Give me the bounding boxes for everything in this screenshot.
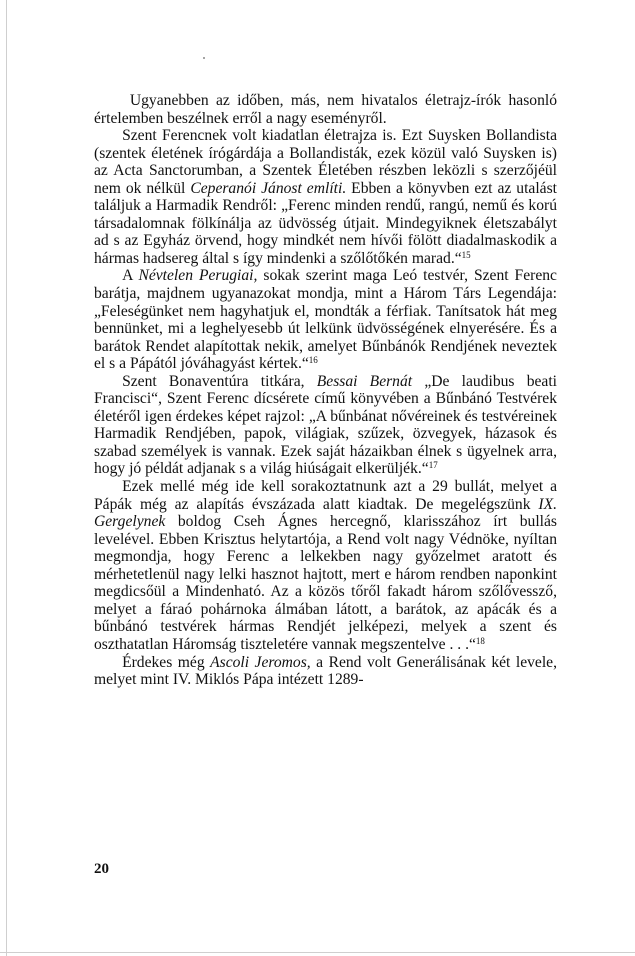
text-run: Érdekes még [122,653,211,671]
text-run: sokak szerint maga Leó testvér, Szent Ferenc barátja, majdnem ugyanazokat mondja, mint a Három Társ Legendája: „Feleségünket nem hagyhatjuk el, mondták a férfiak. Tanítsatok hát meg bennünket, mi a leghelyesebb út lelkünk üdvösségének elnyerésére. És a barátok Rendet alapítottak nekik, amelyet Bűnbánók Rendjének neveztek el s a Pápától jóváhagyást kértek.“ [94,267,557,373]
text-run: Ezek mellé még ide kell sorakoztatnunk azt a 29 bullát, melyet a Pápák még az alapítás évszázada alatt kiadtak. De megelégszünk [94,478,557,513]
italic-name: IX. Gergelynek [94,495,557,531]
text-run: boldog Cseh Ágnes hercegnő, klarisszához írt bullás levelével. Ebben Krisztus helytartója, a Rend volt nagy Védnöke, nyíltan megmondja, hogy Ferenc a lelkekben nagy győzelmet aratott és mérhetetlenül nagy lelki hasznot hajtott, mert e három rendben naponkint megdicsőül a Mindenható. Az a közös tőről fakadt három szőlővessző, melyet a fáraó pohárnoka álmában látott, a barátok, az apácák és a bűnbánó testvérek hármas Rendjét jelképezi, melyek a szent és oszthatatlan Háromság tiszteletére vannak megszentelve . . .“ [94,513,557,653]
paragraph [94,478,557,653]
text-run: Szent Bonaventúra titkára, [122,372,317,390]
footnote-ref: 18 [475,635,485,646]
page-left-edge [6,0,7,956]
italic-name: Névtelen Perugiai, [138,267,258,285]
page-bottom-edge [0,952,635,953]
footnote-ref: 17 [428,460,438,471]
footnote-ref: 15 [461,249,471,260]
body-text [94,92,557,689]
text-run: Ebben a könyvben ezt az utalást találjuk a Harmadik Rendről: „Ferenc minden rendű, rangú, nemű és korú társadalomnak fölkínálja az üdvösség útjait. Mindegyiknek életszabályt ad s az Egyház örvend, hogy mindkét nem hívői fölött diadalmaskodik a hármas hadsereg által s így mindenki a szőlőtőkén marad.“ [94,179,557,267]
paragraph [94,127,557,267]
page-number: 20 [94,861,109,877]
text-run: A [122,267,139,285]
italic-name: Ceperanói Jánost említi. [190,179,347,197]
text-run: a Rend volt Generálisának két levele, melyet mint IV. Miklós Pápa intézett 1289- [94,653,557,689]
text-run: Szent Ferencnek volt kiadatlan életrajza is. Ezt Suysken Bollandista (szentek életének írógárdája a Bollandisták, ezek közül való Suysken is) az Acta Sanctorumban, a Szentek Életében részben leközli s szerzőjéül nem ok nélkül [94,127,557,197]
text-run: „De laudibus beati Francisci“, Szent Ferenc dícsérete című könyvében a Bűnbánó Testvérek életéről igen érdekes képet rajzol: „A bűnbánat nővéreinek és testvéreinek Harmadik Rendjében, papok, világiak, szűzek, özvegyek, házasok és szabad személyek is vannak. Ezek saját házaikban élnek s ügyelnek arra, hogy jó példát adjanak s a világ hiúságait elkerüljék.“ [94,372,557,478]
paragraph [94,92,557,127]
italic-name: Ascoli Jeromos, [210,653,311,671]
text-run: Ugyanebben az időben, más, nem hivatalos életrajz-írók hasonló értelemben beszélnek erről a nagy eseményről. [94,92,557,127]
footnote-ref: 16 [308,355,318,366]
scan-speck [203,57,205,59]
paragraph [94,654,557,689]
paragraph [94,267,557,372]
paragraph [94,373,557,478]
italic-name: Bessai Bernát [316,372,413,390]
